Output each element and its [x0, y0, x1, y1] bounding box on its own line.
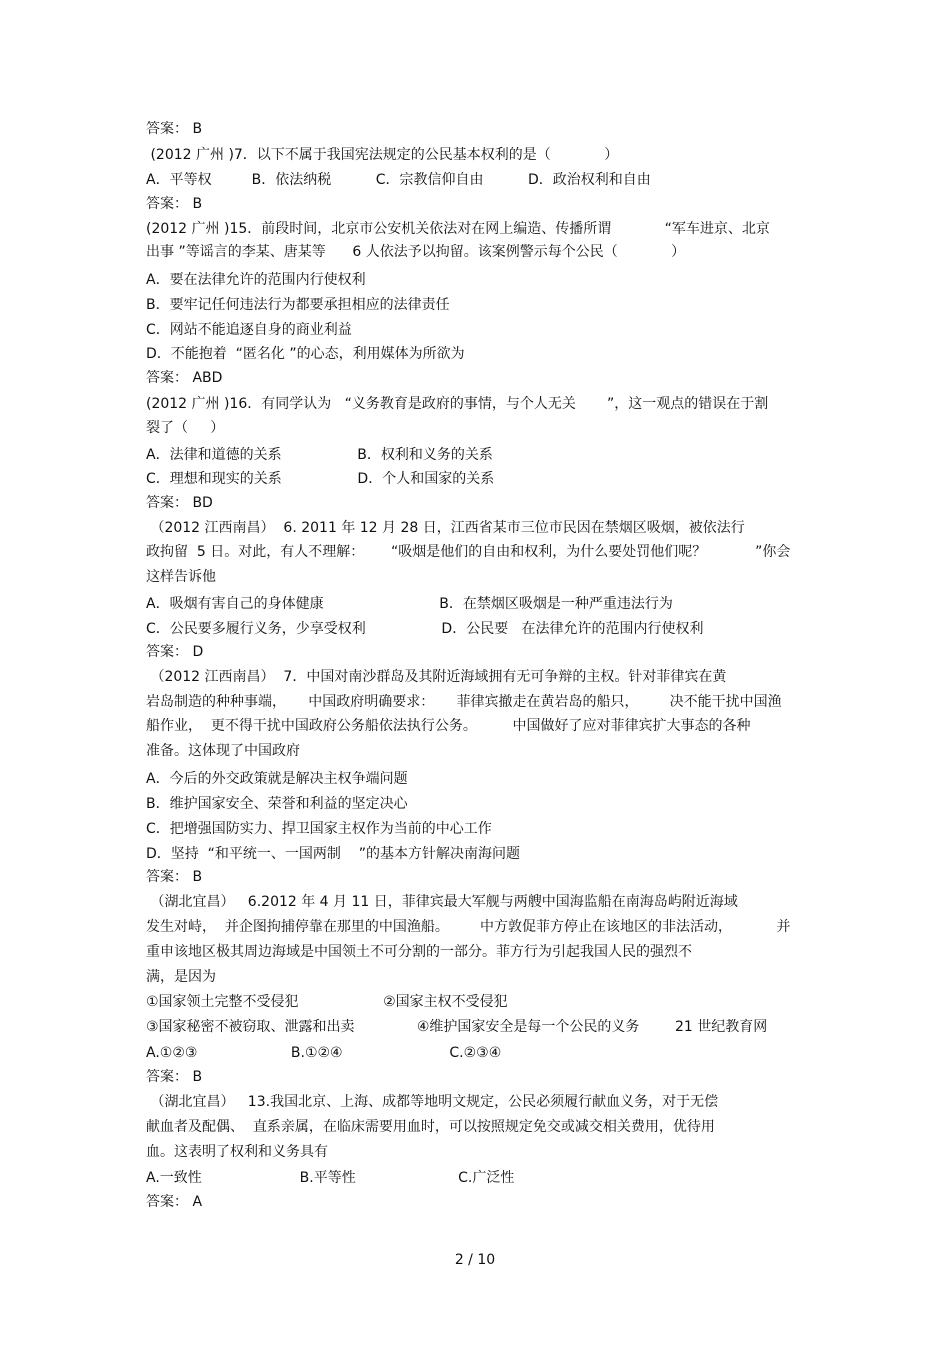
question-6-nanchang-options-cd: C．公民要多履行义务，少享受权利 D．公民要 在法律允许的范围内行使权利	[146, 621, 704, 637]
page-number: 2 / 10	[454, 1252, 496, 1268]
question-6-nanchang-options-ab: A．吸烟有害自己的身体健康 B．在禁烟区吸烟是一种严重违法行为	[146, 596, 673, 612]
answer-line: 答案： BD	[146, 495, 213, 511]
answer-line: 答案： B	[146, 121, 203, 137]
question-6-yichang-stem-1: （湖北宜昌） 6.2012 年 4 月 11 日，菲律宾最大军舰与两艘中国海监船在南海岛屿附近海域	[146, 894, 738, 910]
question-6-yichang-items-34: ③国家秘密不被窃取、泄露和出卖 ④维护国家安全是每一个公民的义务 21 世纪教育网	[146, 1019, 768, 1035]
answer-line: 答案： B	[146, 196, 203, 212]
question-7-nanchang-stem-4: 准备。这体现了中国政府	[146, 743, 300, 759]
question-15-stem-2: 出事 ”等谣言的李某、唐某等 6 人依法予以拘留。该案例警示每个公民（ ）	[146, 244, 686, 260]
question-7-nanchang-option-d: D．坚持 “和平统一、一国两制 ”的基本方针解决南海问题	[146, 846, 520, 862]
question-6-nanchang-stem-2: 政拘留 5 日。对此，有人不理解： “吸烟是他们的自由和权利，为什么要处罚他们呢？ ”你会	[146, 544, 791, 560]
question-6-nanchang-stem-3: 这样告诉他	[146, 569, 216, 585]
question-7-nanchang-option-c: C．把增强国防实力、捍卫国家主权作为当前的中心工作	[146, 821, 492, 837]
answer-line: 答案： D	[146, 644, 204, 660]
question-7-nanchang-option-a: A．今后的外交政策就是解决主权争端问题	[146, 771, 408, 787]
answer-line: 答案： A	[146, 1194, 203, 1210]
question-7-stem: (2012 广州 )7．以下不属于我国宪法规定的公民基本权利的是（ ）	[146, 147, 619, 163]
question-7-nanchang-stem-3: 船作业， 更不得干扰中国政府公务船依法执行公务。 中国做好了应对菲律宾扩大事态的各种	[146, 718, 751, 734]
question-6-yichang-stem-2: 发生对峙， 并企图拘捕停靠在那里的中国渔船。 中方敦促菲方停止在该地区的非法活动， 并	[146, 919, 791, 935]
question-15-option-c: C．网站不能追逐自身的商业利益	[146, 322, 352, 338]
answer-line: 答案： B	[146, 869, 203, 885]
question-7-nanchang-stem-2: 岩岛制造的种种事端， 中国政府明确要求： 菲律宾撤走在黄岩岛的船只， 决不能干扰中国渔	[146, 694, 782, 710]
question-13-yichang-stem-1: （湖北宜昌） 13.我国北京、上海、成都等地明文规定，公民必须履行献血义务，对于无偿	[146, 1094, 719, 1110]
question-6-yichang-options: A.①②③ B.①②④ C.②③④	[146, 1045, 502, 1061]
question-13-yichang-options: A.一致性 B.平等性 C.广泛性	[146, 1170, 515, 1186]
question-15-option-d: D．不能抱着 “匿名化 ”的心态，利用媒体为所欲为	[146, 346, 465, 362]
question-6-yichang-stem-4: 满，是因为	[146, 969, 216, 985]
question-6-yichang-items-12: ①国家领土完整不受侵犯 ②国家主权不受侵犯	[146, 994, 508, 1010]
question-15-option-a: A．要在法律允许的范围内行使权利	[146, 272, 366, 288]
answer-line: 答案： ABD	[146, 370, 223, 386]
question-15-option-b: B．要牢记任何违法行为都要承担相应的法律责任	[146, 297, 450, 313]
question-16-options-cd: C．理想和现实的关系 D．个人和国家的关系	[146, 471, 495, 487]
question-7-options: A．平等权 B．依法纳税 C．宗教信仰自由 D．政治权利和自由	[146, 172, 651, 188]
question-13-yichang-stem-2: 献血者及配偶、 直系亲属，在临床需要用血时，可以按照规定免交或减交相关费用，优待用	[146, 1119, 715, 1135]
question-13-yichang-stem-3: 血。这表明了权利和义务具有	[146, 1144, 328, 1160]
question-7-nanchang-stem-1: （2012 江西南昌） 7．中国对南沙群岛及其附近海域拥有无可争辩的主权。针对菲律宾在黄	[146, 669, 727, 685]
question-16-options-ab: A．法律和道德的关系 B．权利和义务的关系	[146, 447, 493, 463]
question-15-stem-1: (2012 广州 )15．前段时间，北京市公安机关依法对在网上编造、传播所谓 “军车进京、北京	[146, 221, 770, 237]
answer-line: 答案： B	[146, 1069, 203, 1085]
question-16-stem-1: (2012 广州 )16．有同学认为 “义务教育是政府的事情，与个人无关 ”，这一观点的错误在于割	[146, 396, 769, 412]
question-6-nanchang-stem-1: （2012 江西南昌） 6. 2011 年 12 月 28 日，江西省某市三位市民因在禁烟区吸烟，被依法行	[146, 520, 745, 536]
question-16-stem-2: 裂了（ ）	[146, 420, 225, 436]
question-7-nanchang-option-b: B．维护国家安全、荣誉和利益的坚定决心	[146, 796, 408, 812]
question-6-yichang-stem-3: 重申该地区极其周边海域是中国领土不可分割的一部分。菲方行为引起我国人民的强烈不	[146, 944, 692, 960]
